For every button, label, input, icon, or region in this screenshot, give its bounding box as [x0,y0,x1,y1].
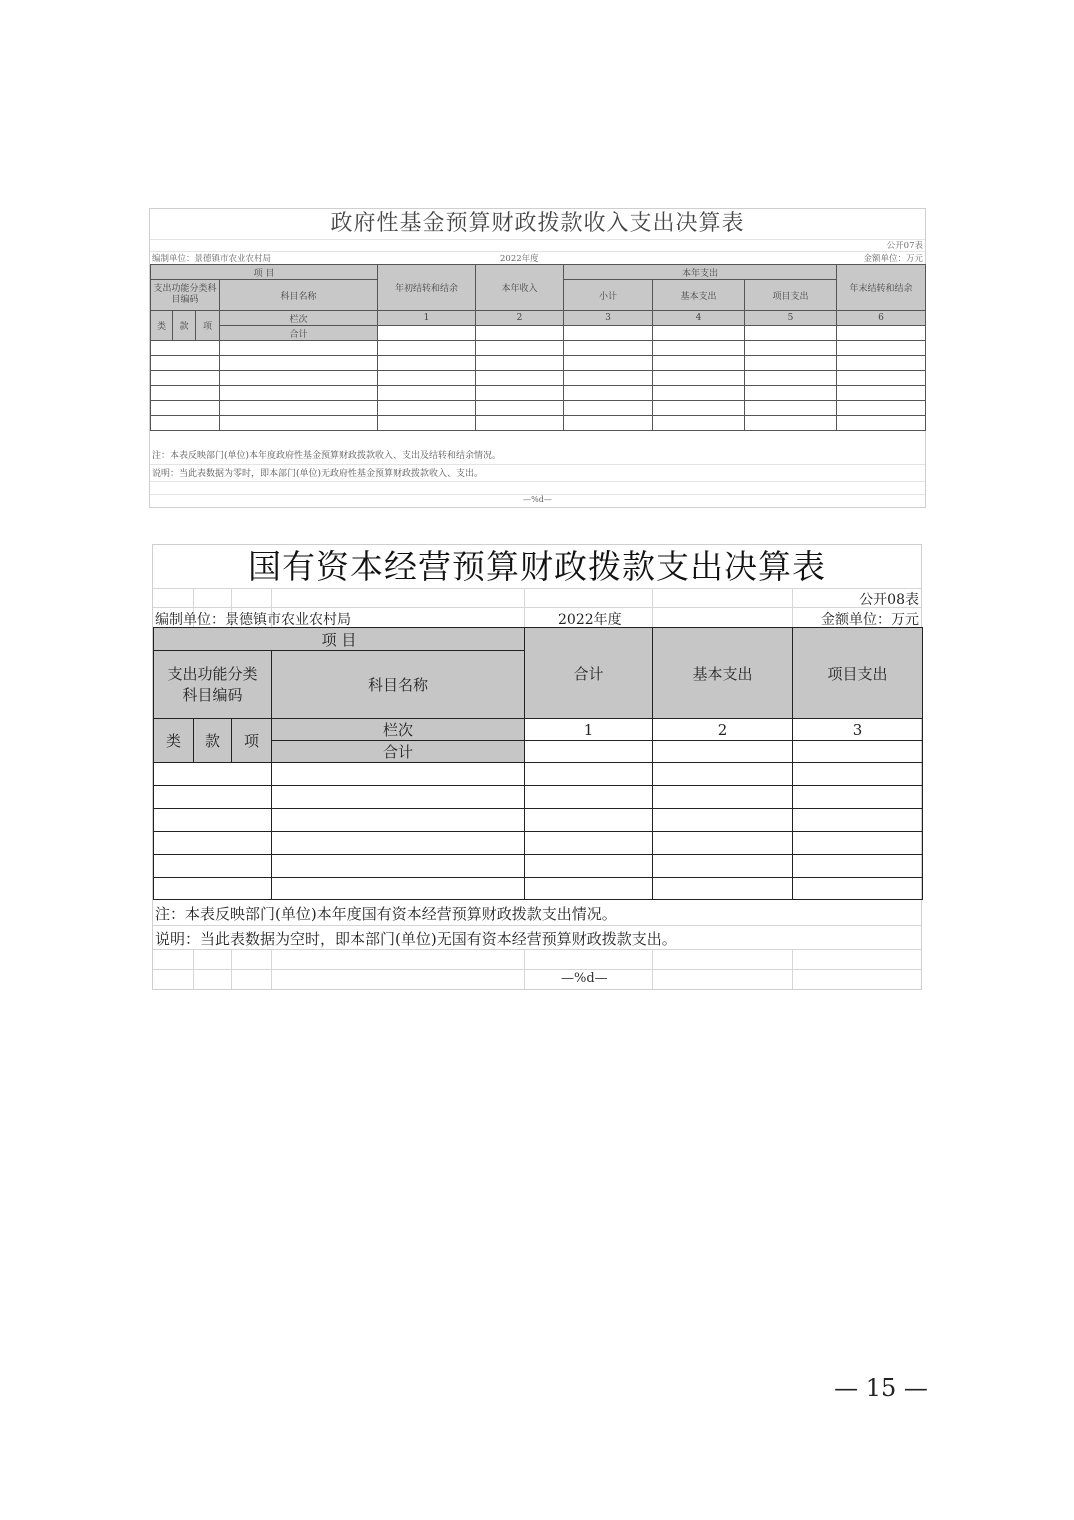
table2-gridline [271,949,272,989]
table-row [154,855,923,878]
table1-col-num: 3 [564,311,653,326]
table1-kuan-header: 款 [173,311,196,341]
table1-func-code-header: 支出功能分类科目编码 [151,280,220,311]
table1-lei-header: 类 [151,311,173,341]
table1-total-cell [378,326,476,341]
table1-project-exp-header: 项目支出 [745,280,837,311]
table2-lei-header: 类 [154,719,194,763]
table1-total-cell [564,326,653,341]
table1-project-header: 项 目 [151,265,378,280]
table2-amount-unit: 金额单位：万元 [821,612,919,628]
table1-explain: 说明：当此表数据为零时，即本部门(单位)无政府性基金预算财政拨款收入、支出。 [152,469,484,479]
table2-gridline [524,949,525,989]
table-row [151,401,926,416]
table2-column-no-label: 栏次 [272,719,525,741]
table1-footer: —%d— [523,495,552,504]
table2-gridline [153,607,921,608]
table2-func-code-header [154,651,272,719]
table2-form-no: 公开08表 [859,592,919,608]
table1-form-no: 公开07表 [886,241,923,251]
table1-total-cell [476,326,564,341]
table2-gridline [792,588,793,627]
table1-unit: 编制单位：景德镇市农业农村局 [152,254,272,264]
table2-basic-header: 基本支出 [653,628,793,719]
table-row [151,356,926,371]
table2-gridline [153,588,921,589]
table1-end-balance-header: 年末结转和结余 [837,265,926,311]
table1-total-cell [837,326,926,341]
table1-col-num: 4 [653,311,745,326]
table2-xiang-header: 项 [232,719,272,763]
table1-begin-balance-header: 年初结转和结余 [378,265,476,311]
fund-budget-table-sheet [149,208,926,508]
table1-xiang-header: 项 [196,311,220,341]
table1-total-cell [745,326,837,341]
table1-income-header: 本年收入 [476,265,564,311]
table-row [154,763,923,786]
table2-note: 注：本表反映部门(单位)本年度国有资本经营预算财政拨款支出情况。 [155,905,617,923]
table2-unit: 编制单位：景德镇市农业农村局 [155,612,351,628]
table2-gridline [792,949,793,989]
page-number: — 15 — [834,1374,928,1402]
table-row [151,386,926,401]
table2-footer: —%d— [561,971,608,986]
table1-note: 注：本表反映部门(单位)本年度政府性基金预算财政拨款收入、支出及结转和结余情况。 [152,451,502,461]
table-row [151,416,926,431]
table1-gridline [150,239,925,240]
table2-total-col-header: 合计 [525,628,653,719]
table-row [151,341,926,356]
table1-col-num: 2 [476,311,564,326]
table2-title: 国有资本经营预算财政拨款支出决算表 [248,547,826,586]
table1-amount-unit: 金额单位：万元 [863,254,923,264]
table2-gridline [524,588,525,627]
table1-total-cell [653,326,745,341]
table1-column-no-label: 栏次 [220,311,378,326]
table2-col-num: 1 [525,719,653,741]
table2-year: 2022年度 [558,612,622,628]
table-row [151,371,926,386]
table2-project-exp-header: 项目支出 [793,628,923,719]
table2-total-cell [653,741,793,763]
table1-title: 政府性基金预算财政拨款收入支出决算表 [330,211,745,236]
table2-total-cell [525,741,653,763]
table1-gridline [150,481,925,482]
table1-col-num: 1 [378,311,476,326]
table2-gridline [153,925,921,926]
table-row [154,832,923,855]
table2-func-code-line2: 科目编码 [182,685,243,704]
table1-item-name-header: 科目名称 [220,280,378,311]
table2-gridline [153,949,921,950]
table2-col-num: 2 [653,719,793,741]
table2-col-num: 3 [793,719,923,741]
table1-gridline [150,464,925,465]
table2-project-header: 项 目 [154,628,525,651]
table1-total-label: 合计 [220,326,378,341]
table1-col-num: 5 [745,311,837,326]
table2-gridline [652,949,653,989]
table2-func-code-line1: 支出功能分类 [167,664,258,683]
table1-grid [150,264,926,431]
table1-col-num: 6 [837,311,926,326]
table1-expense-group-header: 本年支出 [564,265,837,280]
table-row [154,878,923,900]
table1-basic-header: 基本支出 [653,280,745,311]
table-row [154,809,923,832]
table2-total-label: 合计 [272,741,525,763]
table2-grid [153,627,923,900]
table-row [154,786,923,809]
table1-year: 2022年度 [500,254,539,264]
table2-item-name-header: 科目名称 [272,651,525,719]
table2-total-cell [793,741,923,763]
table1-subtotal-header: 小计 [564,280,653,311]
state-capital-table-sheet [152,544,922,990]
table2-gridline [652,588,653,627]
table2-gridline [231,949,232,989]
table2-explain: 说明：当此表数据为空时，即本部门(单位)无国有资本经营预算财政拨款支出。 [155,930,677,948]
table2-gridline [193,949,194,989]
table2-gridline [153,969,921,970]
table2-kuan-header: 款 [194,719,232,763]
